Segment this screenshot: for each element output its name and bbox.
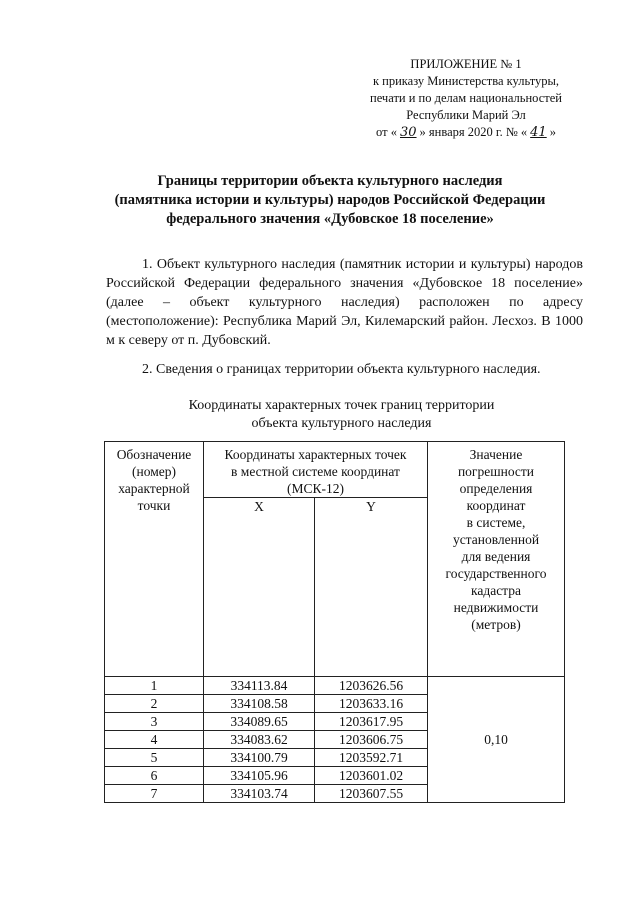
appendix-title: ПРИЛОЖЕНИЕ № 1 [410, 57, 522, 71]
point-number: 5 [105, 749, 204, 767]
appendix-date-line [356, 124, 576, 141]
appendix-ministry-line: печати и по делам национальностей [370, 91, 562, 105]
title-line-3: федерального значения «Дубовское 18 поселение» [166, 211, 494, 227]
document-title [80, 172, 580, 229]
header-line: для ведения [461, 549, 531, 564]
header-line: определения [459, 481, 533, 496]
header-line: установленной [452, 532, 540, 547]
header-line: в местной системе координат [231, 464, 400, 479]
y-coordinate: 1203606.75 [315, 731, 428, 749]
y-coordinate: 1203607.55 [315, 785, 428, 803]
table-caption [100, 397, 583, 433]
header-point-designation [105, 442, 204, 677]
y-coordinate: 1203633.16 [315, 695, 428, 713]
appendix-order-line: к приказу Министерства культуры, [372, 74, 560, 88]
header-line: точки [137, 498, 171, 513]
header-line: (МСК-12) [287, 481, 344, 496]
header-line: (метров) [471, 617, 521, 632]
y-coordinate: 1203617.95 [315, 713, 428, 731]
caption-line-1: Координаты характерных точек границ территории [188, 398, 495, 413]
date-suffix: » [549, 125, 556, 139]
x-coordinate: 334083.62 [204, 731, 315, 749]
date-middle: » января 2020 г. № « [419, 125, 528, 139]
y-coordinate: 1203626.56 [315, 677, 428, 695]
coordinates-table [104, 441, 565, 803]
header-line: Значение [469, 447, 523, 462]
paragraph-object-location: 1. Объект культурного наследия (памятник истории и культуры) народов Российской Федерации федерального значения «Дубовское 18 поселение» (далее – объект культурного наследия) расположен по адресу (местоположение): Республика Марий Эл, Килемарский район. Лесхоз. В 1000 м к северу от п. Дубовский. [106, 257, 583, 348]
x-coordinate: 334113.84 [204, 677, 315, 695]
point-number: 4 [105, 731, 204, 749]
x-coordinate: 334089.65 [204, 713, 315, 731]
x-coordinate: 334103.74 [204, 785, 315, 803]
x-coordinate: 334105.96 [204, 767, 315, 785]
point-number: 3 [105, 713, 204, 731]
header-error-value [428, 442, 565, 677]
header-line: погрешности [457, 464, 535, 479]
header-line: в системе, [466, 515, 526, 530]
header-line: Координаты характерных точек [224, 447, 407, 462]
y-coordinate: 1203601.02 [315, 767, 428, 785]
header-line: государственного [445, 566, 547, 581]
y-coordinate: 1203592.71 [315, 749, 428, 767]
header-line: кадастра [470, 583, 521, 598]
header-line: недвижимости [453, 600, 539, 615]
header-y: Y [315, 498, 428, 677]
header-line: Обозначение [116, 447, 192, 462]
header-line: координат [466, 498, 526, 513]
point-number: 6 [105, 767, 204, 785]
header-x: X [204, 498, 315, 677]
appendix-header [356, 56, 576, 141]
point-number: 7 [105, 785, 204, 803]
title-line-1: Границы территории объекта культурного наследия [157, 173, 503, 189]
error-value-cell: 0,10 [428, 677, 565, 803]
point-number: 1 [105, 677, 204, 695]
header-coordinates [204, 442, 428, 498]
handwritten-number: 41 [530, 125, 547, 140]
handwritten-day: 30 [399, 125, 417, 140]
point-number: 2 [105, 695, 204, 713]
title-line-2: (памятника истории и культуры) народов Российской Федерации [114, 192, 546, 208]
appendix-republic-line: Республики Марий Эл [406, 108, 526, 122]
paragraph-boundaries: 2. Сведения о границах территории объекта культурного наследия. [142, 362, 541, 377]
x-coordinate: 334108.58 [204, 695, 315, 713]
header-line: (номер) [132, 464, 176, 479]
header-line: характерной [118, 481, 190, 496]
x-coordinate: 334100.79 [204, 749, 315, 767]
table-row [105, 677, 565, 695]
caption-line-2: объекта культурного наследия [251, 416, 432, 431]
date-prefix: от « [376, 125, 397, 139]
